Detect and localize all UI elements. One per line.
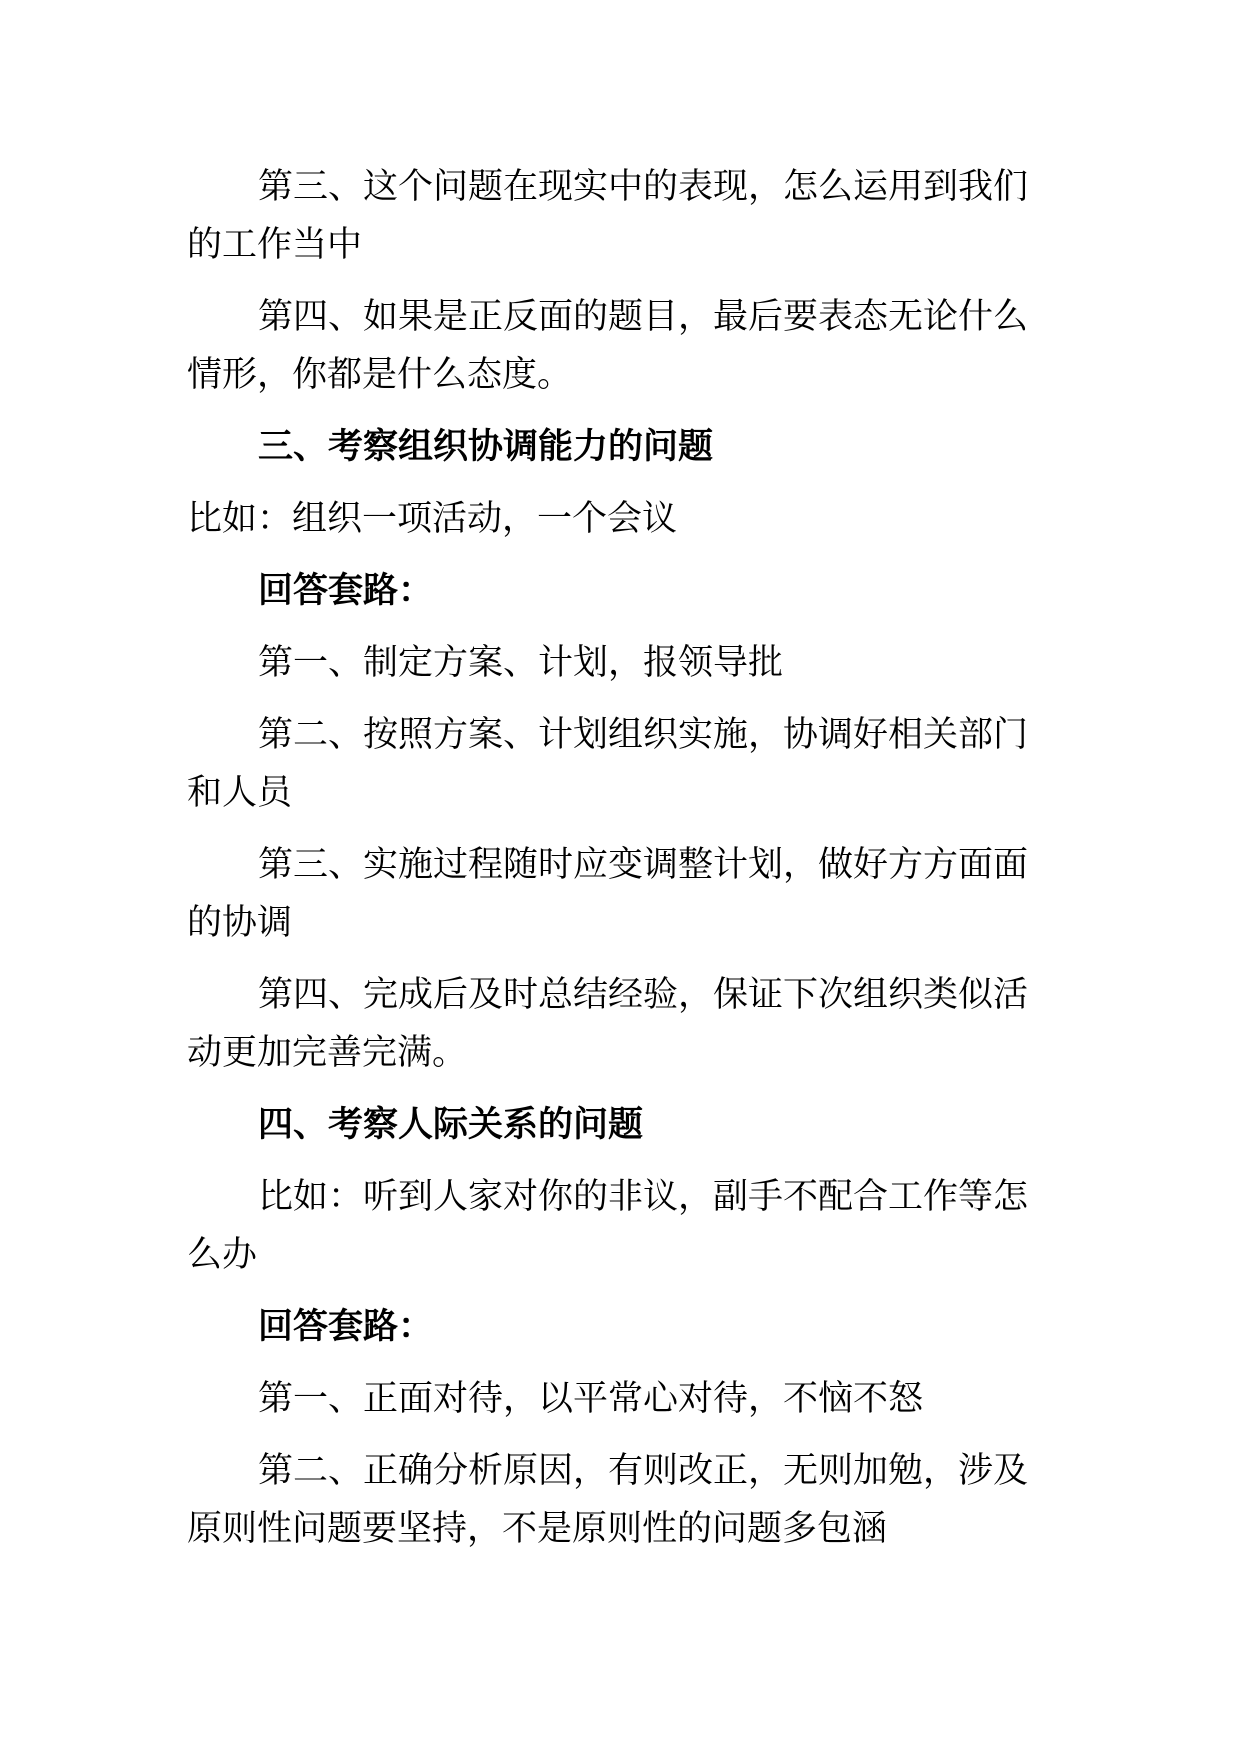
paragraph-line: 的协调 xyxy=(187,903,293,943)
section-heading: 四、考察人际关系的问题 xyxy=(258,1105,644,1145)
paragraph-line: 第四、完成后及时总结经验，保证下次组织类似活 xyxy=(258,975,1029,1015)
paragraph-line: 第四、如果是正反面的题目，最后要表态无论什么 xyxy=(258,297,1029,337)
paragraph-line: 第一、制定方案、计划，报领导批 xyxy=(258,643,784,683)
paragraph-line: 第二、正确分析原因，有则改正，无则加勉，涉及 xyxy=(258,1451,1029,1491)
paragraph-line: 的工作当中 xyxy=(187,225,363,265)
paragraph-line: 第一、正面对待，以平常心对待，不恼不怒 xyxy=(258,1379,924,1419)
paragraph-line: 原则性问题要坚持，不是原则性的问题多包涵 xyxy=(187,1509,888,1549)
paragraph-line: 第三、实施过程随时应变调整计划，做好方方面面 xyxy=(258,845,1029,885)
subheading: 回答套路： xyxy=(258,571,434,611)
document-body xyxy=(187,158,1057,1558)
paragraph-line: 么办 xyxy=(187,1235,258,1275)
paragraph-line: 情形，你都是什么态度。 xyxy=(187,355,573,395)
paragraph-line: 第三、这个问题在现实中的表现，怎么运用到我们 xyxy=(258,167,1029,207)
section-heading: 三、考察组织协调能力的问题 xyxy=(258,427,714,467)
paragraph-line: 比如：组织一项活动，一个会议 xyxy=(187,499,678,539)
paragraph-line: 和人员 xyxy=(187,773,293,813)
paragraph-line: 比如：听到人家对你的非议，副手不配合工作等怎 xyxy=(258,1177,1029,1217)
subheading: 回答套路： xyxy=(258,1307,434,1347)
paragraph-line: 动更加完善完满。 xyxy=(187,1033,468,1073)
paragraph-line: 第二、按照方案、计划组织实施，协调好相关部门 xyxy=(258,715,1029,755)
